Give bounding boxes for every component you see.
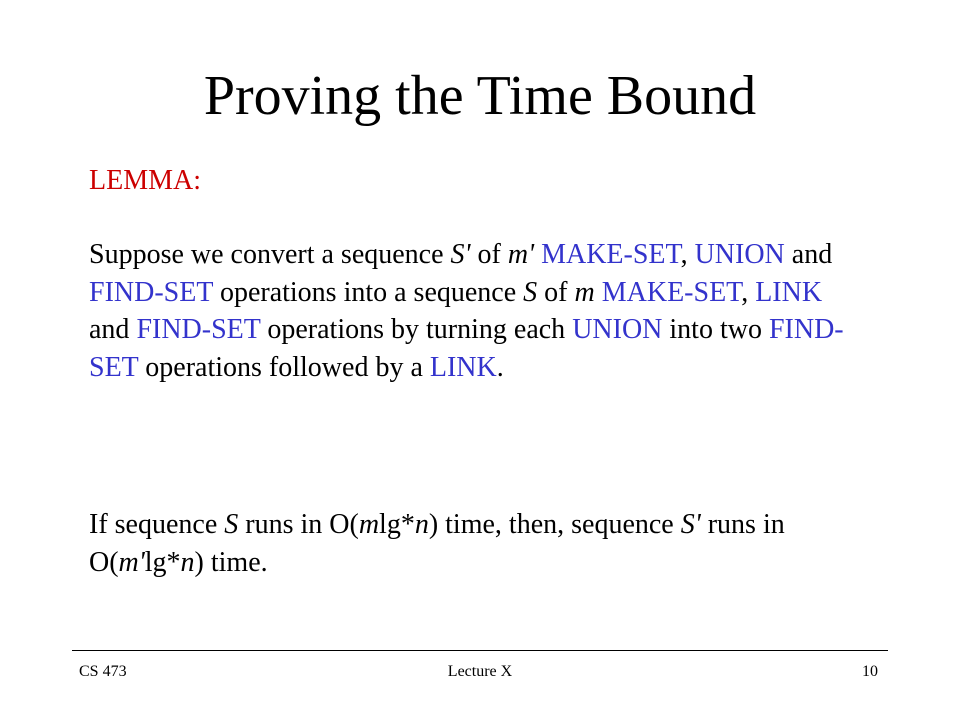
math-variable: S [523,276,538,308]
text-run: runs in O( [238,509,359,540]
math-variable: S' [680,509,701,540]
text-run: ) time, then, sequence [428,509,681,540]
text-run: into two [662,314,769,345]
keyword-text: FIND-SET [136,314,261,345]
slide-title: Proving the Time Bound [203,65,757,127]
math-variable: m' [507,239,535,270]
math-variable: S' [450,239,471,270]
math-variable: m [574,276,595,308]
text-run: , [680,239,695,270]
math-variable: S [224,509,239,540]
text-run: and [784,239,833,270]
keyword-text: LINK [429,351,497,383]
math-variable: n [414,509,429,540]
footer-page-number: 10 [862,663,878,680]
text-run: operations into a sequence [212,276,524,308]
keyword-text: UNION [694,239,785,270]
keyword-text: UNION [572,314,663,345]
text-run: , [741,276,756,308]
text-run: runs in O( [89,509,785,578]
text-run: lg* [144,546,181,578]
keyword-text: MAKE-SET [541,239,681,270]
text-run: of [537,276,575,308]
footer-course: CS 473 [79,663,127,680]
math-variable: n [180,546,195,578]
text-run: of [470,239,508,270]
text-run: If sequence [89,509,225,540]
keyword-text: LINK [755,276,823,308]
lemma-statement-paragraph [89,236,869,386]
footer-divider [72,650,888,651]
text-run: lg* [379,509,415,540]
text-run: and [89,314,137,345]
math-variable: m' [118,546,145,578]
text-run: ) time. [194,546,268,578]
text-run: operations by turning each [260,314,573,345]
lemma-conclusion-paragraph [89,506,869,581]
keyword-text: FIND-SET [89,276,213,308]
text-run [595,277,602,308]
lemma-label: LEMMA: [89,165,201,196]
text-run: . [496,351,504,383]
footer-lecture: Lecture X [447,663,513,680]
keyword-text: FIND-SET [89,314,844,383]
keyword-text: MAKE-SET [601,276,742,308]
text-run: operations followed by a [138,351,430,383]
math-variable: m [358,509,380,540]
text-run: Suppose we convert a sequence [89,239,451,270]
